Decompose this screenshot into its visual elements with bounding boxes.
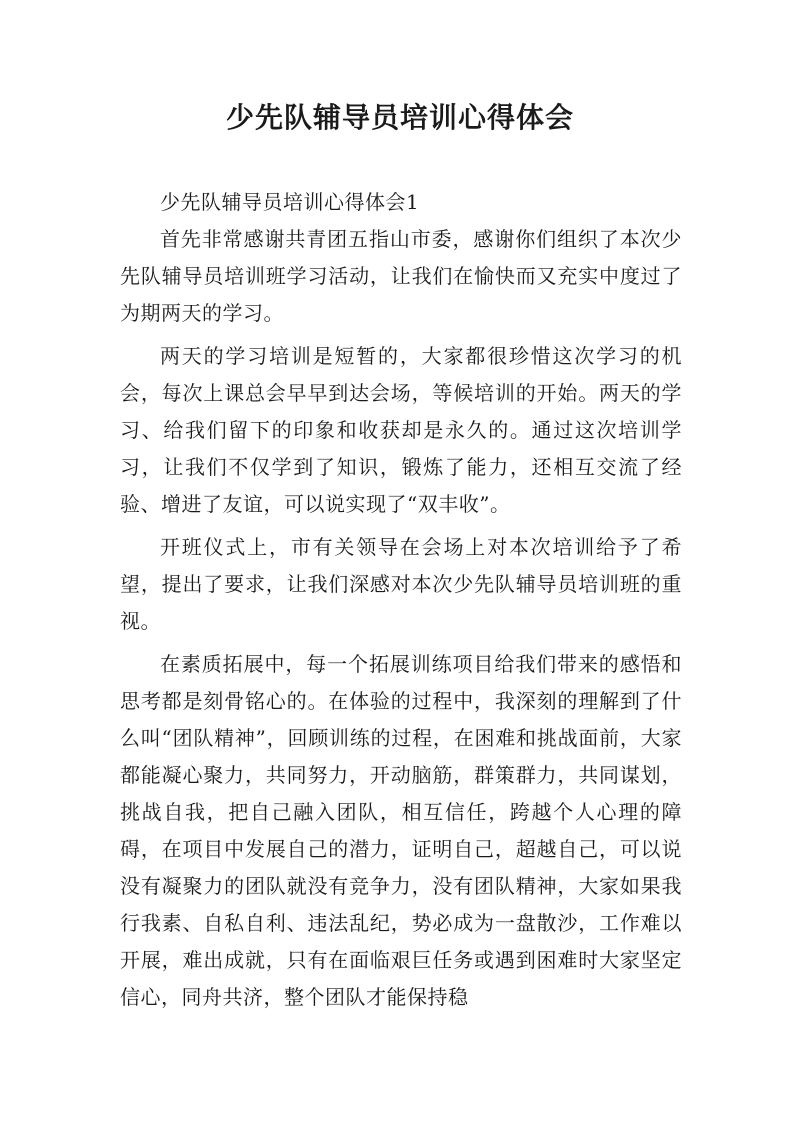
- paragraph-4: 在素质拓展中，每一个拓展训练项目给我们带来的感悟和思考都是刻骨铭心的。在体验的过程中，我深刻的理解到了什么叫“团队精神”，回顾训练的过程，在困难和挑战面前，大家都能凝心聚力，共同努力，开动脑筋，群策群力，共同谋划，挑战自我，把自己融入团队，相互信任，跨越个人心理的障碍，在项目中发展自己的潜力，证明自己，超越自己，可以说没有凝聚力的团队就没有竞争力，没有团队精神，大家如果我行我素、自私自利、违法乱纪，势必成为一盘散沙，工作难以开展，难出成就，只有在面临艰巨任务或遇到困难时大家坚定信心，同舟共济，整个团队才能保持稳: [120, 652, 682, 1009]
- paragraph-1: 首先非常感谢共青团五指山市委，感谢你们组织了本次少先队辅导员培训班学习活动，让我们在愉快而又充实中度过了为期两天的学习。: [120, 227, 682, 325]
- section-heading: 少先队辅导员培训心得体会1: [160, 190, 420, 214]
- document-body: [120, 184, 682, 1016]
- document-title: 少先队辅导员培训心得体会: [225, 101, 574, 134]
- paragraph-3: 开班仪式上，市有关领导在会场上对本次培训给予了希望，提出了要求，让我们深感对本次少先队辅导员培训班的重视。: [120, 535, 682, 633]
- paragraph-2: 两天的学习培训是短暂的，大家都很珍惜这次学习的机会，每次上课总会早早到达会场，等候培训的开始。两天的学习、给我们留下的印象和收获却是永久的。通过这次培训学习，让我们不仅学到了知识，锻炼了能力，还相互交流了经验、增进了友谊，可以说实现了“双丰收”。: [120, 344, 682, 516]
